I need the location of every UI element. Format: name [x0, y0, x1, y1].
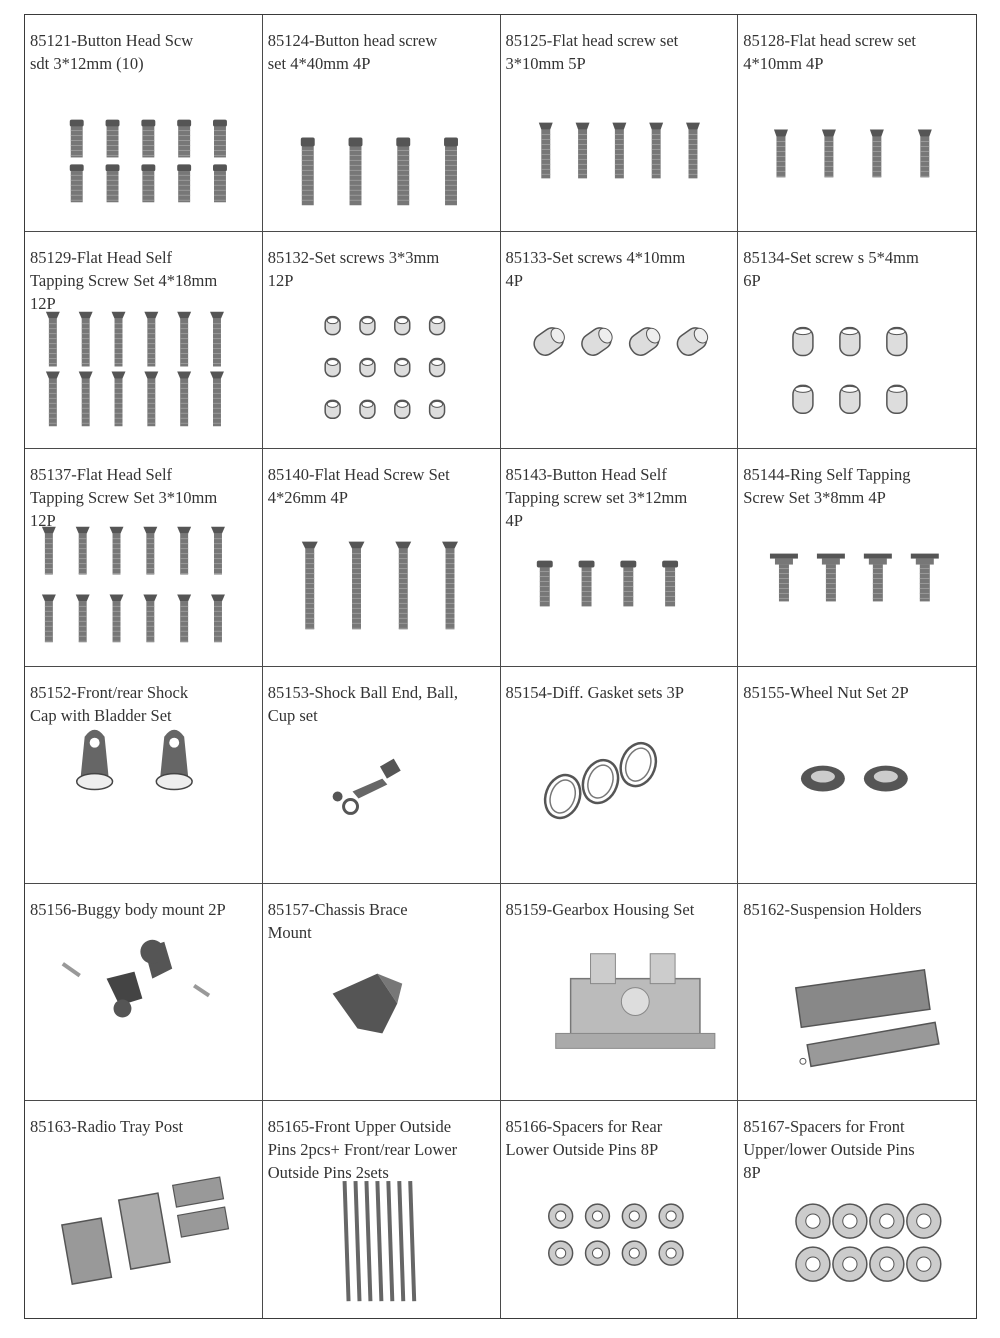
part-label: 85128-Flat head screw set 4*10mm 4P: [743, 31, 916, 73]
part-label: 85153-Shock Ball End, Ball, Cup set: [267, 682, 458, 725]
part-label: 85124-Button head screw set 4*40mm 4P: [267, 31, 438, 73]
part-label: 85132-Set screws 3*3mm 12P: [267, 248, 440, 291]
part-cell: [263, 1101, 501, 1318]
part-cell: [263, 232, 501, 449]
part-cell: [263, 667, 501, 884]
part-cell: [738, 449, 976, 666]
part-cell: [738, 667, 976, 884]
part-cell: [501, 1101, 739, 1318]
part-cell: [263, 449, 501, 666]
part-cell: [25, 1101, 263, 1318]
part-cell: [501, 15, 739, 232]
part-cell: [263, 884, 501, 1101]
part-label: 85134-Set screw s 5*4mm 6P: [743, 248, 919, 291]
part-label: 85163-Radio Tray Post: [30, 1116, 184, 1136]
part-label: 85144-Ring Self Tapping Screw Set 3*8mm 4P: [743, 465, 911, 508]
part-cell: [501, 449, 739, 666]
part-cell: [25, 884, 263, 1101]
part-label: 85159-Gearbox Housing Set: [505, 899, 695, 919]
part-label: 85143-Button Head Self Tapping screw set 3*12mm 4P: [505, 465, 688, 531]
part-cell: [25, 667, 263, 884]
part-label: 85140-Flat Head Screw Set 4*26mm 4P: [267, 465, 450, 508]
part-cell: [263, 15, 501, 232]
part-cell: [738, 1101, 976, 1318]
part-label: 85137-Flat Head Self Tapping Screw Set 3*10mm 12P: [30, 465, 218, 531]
part-label: 85155-Wheel Nut Set 2P: [743, 682, 909, 702]
part-label: 85125-Flat head screw set 3*10mm 5P: [505, 31, 679, 73]
part-label: 85166-Spacers for Rear Lower Outside Pins 8P: [505, 1116, 663, 1159]
part-cell: [25, 232, 263, 449]
part-cell: [738, 232, 976, 449]
part-label: 85162-Suspension Holders: [743, 899, 922, 919]
part-cell: [501, 232, 739, 449]
part-cell: [501, 884, 739, 1101]
part-cell: [738, 884, 976, 1101]
part-cell: [25, 15, 263, 232]
part-cell: [738, 15, 976, 232]
part-label: 85156-Buggy body mount 2P: [30, 899, 226, 919]
part-label: 85152-Front/rear Shock Cap with Bladder Set: [30, 682, 189, 725]
part-label: 85133-Set screws 4*10mm 4P: [505, 248, 686, 291]
part-cell: [25, 449, 263, 666]
parts-grid: [24, 14, 977, 1319]
part-label: 85165-Front Upper Outside Pins 2pcs+ Front/rear Lower Outside Pins 2sets: [267, 1116, 458, 1182]
part-label: 85121-Button Head Scw sdt 3*12mm (10): [30, 31, 194, 73]
part-label: 85129-Flat Head Self Tapping Screw Set 4*18mm 12P: [30, 248, 218, 314]
part-label: 85154-Diff. Gasket sets 3P: [505, 682, 684, 702]
part-cell: [501, 667, 739, 884]
part-label: 85167-Spacers for Front Upper/lower Outside Pins 8P: [743, 1116, 915, 1182]
part-label: 85157-Chassis Brace Mount: [267, 899, 408, 942]
